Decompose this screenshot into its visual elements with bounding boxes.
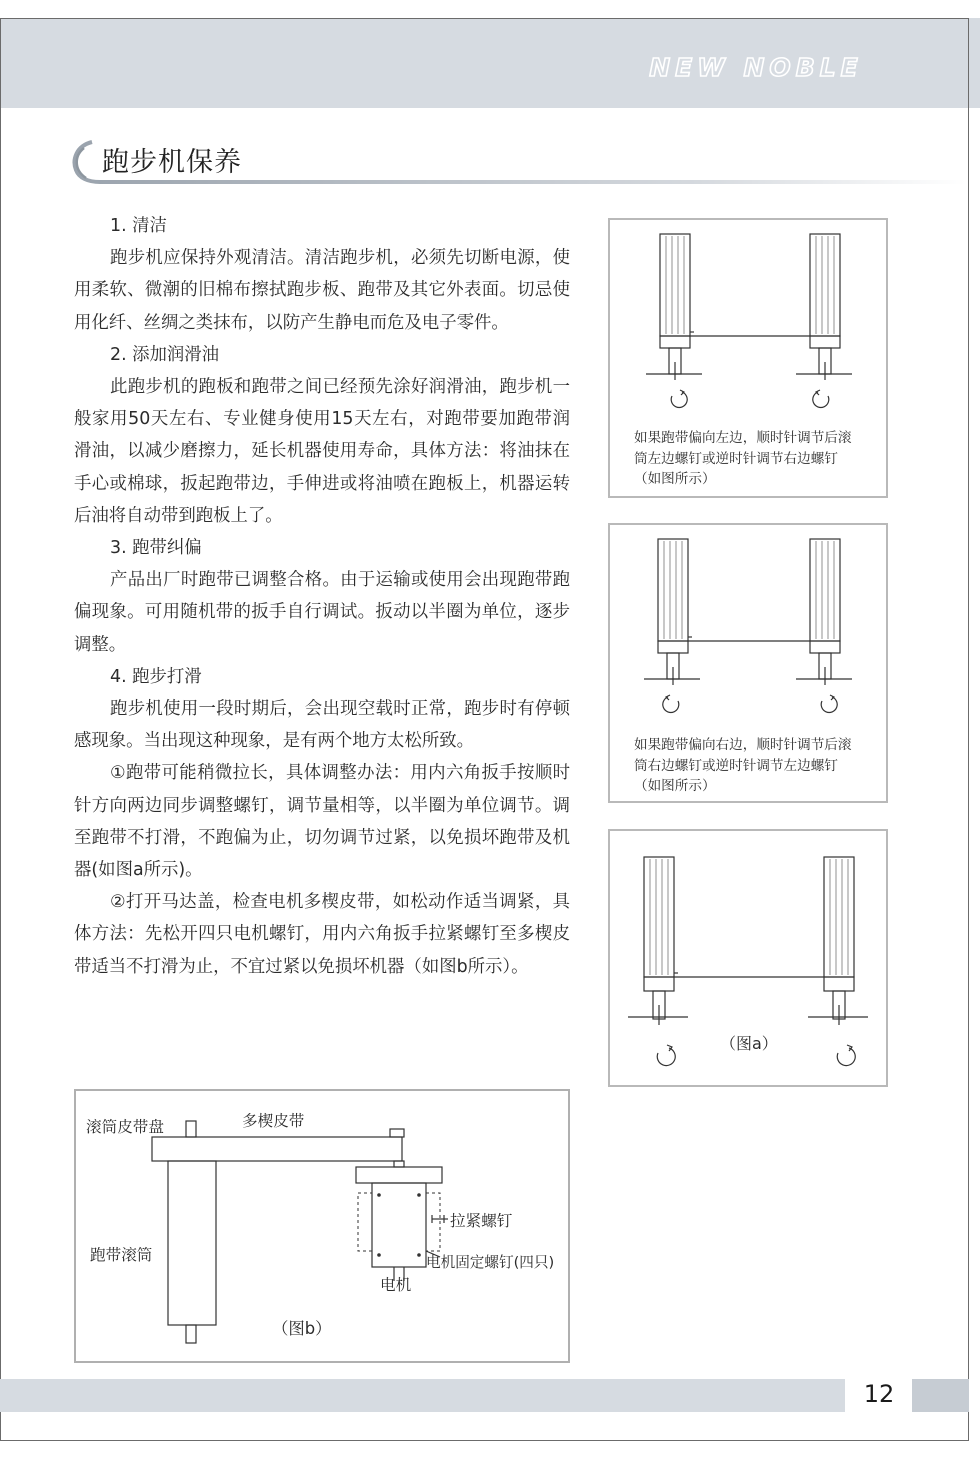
label-motor-fixing-screws: 电机固定螺钉(四只) <box>426 1254 555 1271</box>
label-poly-v-belt: 多楔皮带 <box>242 1112 305 1130</box>
slipping-item-2: ②打开马达盖，检查电机多楔皮带，如松动作适当调紧，具体方法：先松开四只电机螺钉，用内六角扳手拉紧螺钉至多楔皮带适当不打滑为止，不宜过紧以免损坏机器（如图b所示）。 <box>74 892 570 977</box>
section-heading-belt-alignment: 3. 跑带纠偏 <box>110 538 202 559</box>
slipping-item-1: ①跑带可能稍微拉长，具体调整办法：用内六角扳手按顺时针方向两边同步调整螺钉，调节量相等，以半圈为单位调节。调至跑带不打滑，不跑偏为止，切勿调节过紧，以免损坏跑带及机器(如图a所示)。 <box>74 763 570 881</box>
label-tension-screw: 拉紧螺钉 <box>450 1212 513 1230</box>
figure-a-caption: （图a） <box>720 1034 778 1053</box>
figure-a <box>608 829 888 1087</box>
page-frame-bottom <box>0 1440 969 1441</box>
figure-caption-left <box>634 428 890 490</box>
section-heading-slipping: 4. 跑步打滑 <box>110 666 202 687</box>
page-title-block <box>66 138 966 188</box>
footer-tab <box>912 1379 969 1412</box>
roller-diagram <box>610 220 886 420</box>
figure-caption-right <box>634 735 890 797</box>
section-para-cleaning: 跑步机应保持外观清洁。清洁跑步机，必须先切断电源，使用柔软、微潮的旧棉布擦拭跑步板、跑带及其它外表面。切忌使用化纤、丝绸之类抹布，以防产生静电而危及电子零件。 <box>74 248 570 333</box>
page-frame-right <box>968 18 969 1441</box>
page-frame-top <box>0 18 969 19</box>
brand-logo-text: NEW NOBLE <box>649 53 863 82</box>
page-number: 12 <box>863 1380 895 1408</box>
figure-b-caption: （图b） <box>272 1319 332 1338</box>
section-para-lubrication: 此跑步机的跑板和跑带之间已经预先涂好润滑油，跑步机一般家用50天左右、专业健身使用15天左右，对跑带要加跑带润滑油，以减少磨擦力，延长机器使用寿命，具体方法：将油抹在手心或棉球，扳起跑带边，手伸进或将油喷在跑板上，机器运转后油将自动带到跑板上了。 <box>74 377 570 526</box>
page-frame-left <box>0 18 1 1441</box>
section-para-belt-alignment: 产品出厂时跑带已调整合格。由于运输或使用会出现跑带跑偏现象。可用随机带的扳手自行调试。扳动以半圈为单位，逐步调整。 <box>74 570 570 655</box>
figure-b <box>74 1089 570 1363</box>
figure-belt-offset-right <box>608 523 888 803</box>
brand-logo <box>628 52 884 82</box>
section-heading-lubrication: 2. 添加润滑油 <box>110 344 220 365</box>
caption-line: （如图所示） <box>634 778 716 794</box>
label-running-roller: 跑带滚筒 <box>90 1246 153 1264</box>
caption-line: 筒左边螺钉或逆时针调节右边螺钉 <box>634 450 838 467</box>
caption-line: 如果跑带偏向右边，顺时针调节后滚 <box>634 737 852 753</box>
section-para-slipping: 跑步机使用一段时期后，会出现空载时正常，跑步时有停顿感现象。当出现这种现象，是有两个地方太松所致。 <box>74 699 570 752</box>
figure-belt-offset-left <box>608 218 888 498</box>
label-motor: 电机 <box>380 1276 412 1294</box>
footer-band <box>0 1379 845 1412</box>
label-roller-pulley: 滚筒皮带盘 <box>86 1118 164 1136</box>
caption-line: 筒右边螺钉或逆时针调节左边螺钉 <box>634 757 838 774</box>
section-heading-cleaning: 1. 清洁 <box>110 216 167 236</box>
maintenance-text <box>74 210 570 983</box>
caption-line: （如图所示） <box>634 471 716 487</box>
caption-line: 如果跑带偏向左边，顺时针调节后滚 <box>634 430 852 446</box>
roller-diagram <box>610 525 886 725</box>
page-title: 跑步机保养 <box>102 147 242 178</box>
